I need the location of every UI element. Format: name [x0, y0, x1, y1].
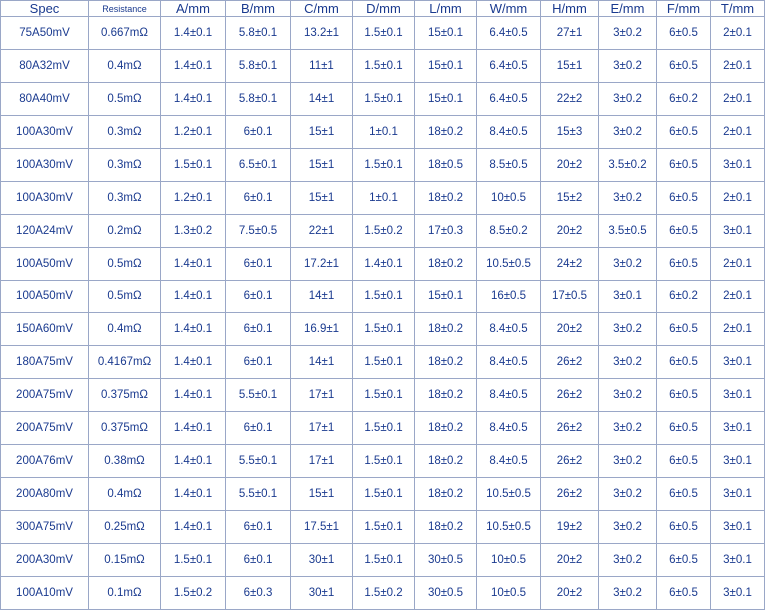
- cell-spec: 200A75mV: [1, 412, 89, 445]
- table-cell: 5.8±0.1: [226, 17, 291, 50]
- table-cell: 14±1: [291, 82, 353, 115]
- table-cell: 1.5±0.1: [353, 544, 415, 577]
- table-cell: 1.4±0.1: [161, 247, 226, 280]
- table-cell: 2±0.1: [711, 313, 765, 346]
- table-cell: 2±0.1: [711, 49, 765, 82]
- table-cell: 15±1: [291, 148, 353, 181]
- table-cell: 8.4±0.5: [477, 115, 541, 148]
- table-cell: 3±0.2: [599, 313, 657, 346]
- table-row: [1, 511, 765, 544]
- table-cell: 5.5±0.1: [226, 478, 291, 511]
- table-cell: 8.4±0.5: [477, 412, 541, 445]
- table-cell: 2±0.1: [711, 247, 765, 280]
- table-cell: 30±1: [291, 544, 353, 577]
- table-cell: 20±2: [541, 148, 599, 181]
- cell-spec: 300A75mV: [1, 511, 89, 544]
- table-cell: 6.4±0.5: [477, 49, 541, 82]
- table-cell: 2±0.1: [711, 181, 765, 214]
- table-row: [1, 576, 765, 609]
- cell-spec: 100A10mV: [1, 576, 89, 609]
- table-row: [1, 181, 765, 214]
- cell-spec: 100A30mV: [1, 115, 89, 148]
- table-cell: 8.5±0.5: [477, 148, 541, 181]
- table-cell: 18±0.2: [415, 181, 477, 214]
- table-cell: 3±0.1: [711, 478, 765, 511]
- table-cell: 7.5±0.5: [226, 214, 291, 247]
- table-cell: 2±0.1: [711, 115, 765, 148]
- table-cell: 3±0.2: [599, 379, 657, 412]
- table-cell: 3±0.1: [711, 412, 765, 445]
- table-cell: 3±0.1: [711, 379, 765, 412]
- table-cell: 3±0.1: [711, 214, 765, 247]
- column-header-h: H/mm: [541, 1, 599, 17]
- table-cell: 3±0.1: [711, 148, 765, 181]
- table-cell: 6±0.5: [657, 478, 711, 511]
- table-cell: 6±0.1: [226, 544, 291, 577]
- table-cell: 26±2: [541, 346, 599, 379]
- cell-spec: 200A76mV: [1, 445, 89, 478]
- table-cell: 5.8±0.1: [226, 82, 291, 115]
- table-cell: 1.4±0.1: [161, 280, 226, 313]
- table-cell: 0.4167mΩ: [89, 346, 161, 379]
- table-cell: 6±0.1: [226, 280, 291, 313]
- table-cell: 20±2: [541, 214, 599, 247]
- table-cell: 1.4±0.1: [161, 412, 226, 445]
- table-cell: 15±0.1: [415, 280, 477, 313]
- table-cell: 1±0.1: [353, 181, 415, 214]
- table-cell: 6±0.5: [657, 576, 711, 609]
- table-cell: 1.4±0.1: [161, 346, 226, 379]
- table-cell: 0.4mΩ: [89, 313, 161, 346]
- table-cell: 18±0.2: [415, 412, 477, 445]
- table-cell: 27±1: [541, 17, 599, 50]
- table-cell: 1.5±0.2: [353, 576, 415, 609]
- table-cell: 1.5±0.1: [353, 511, 415, 544]
- table-cell: 17±1: [291, 445, 353, 478]
- table-cell: 6±0.5: [657, 379, 711, 412]
- table-cell: 18±0.2: [415, 511, 477, 544]
- column-header-l: L/mm: [415, 1, 477, 17]
- table-cell: 10.5±0.5: [477, 478, 541, 511]
- table-cell: 0.3mΩ: [89, 181, 161, 214]
- table-cell: 6±0.5: [657, 49, 711, 82]
- table-cell: 1.4±0.1: [161, 82, 226, 115]
- table-row: [1, 247, 765, 280]
- table-cell: 3±0.2: [599, 445, 657, 478]
- table-cell: 6.5±0.1: [226, 148, 291, 181]
- table-row: [1, 280, 765, 313]
- table-cell: 2±0.1: [711, 17, 765, 50]
- table-cell: 0.2mΩ: [89, 214, 161, 247]
- table-cell: 0.5mΩ: [89, 82, 161, 115]
- table-cell: 1.2±0.1: [161, 181, 226, 214]
- table-cell: 3±0.1: [711, 346, 765, 379]
- cell-spec: 80A40mV: [1, 82, 89, 115]
- table-cell: 18±0.2: [415, 445, 477, 478]
- table-cell: 16.9±1: [291, 313, 353, 346]
- table-cell: 17.5±1: [291, 511, 353, 544]
- table-cell: 10±0.5: [477, 576, 541, 609]
- table-cell: 6±0.5: [657, 17, 711, 50]
- table-cell: 6±0.5: [657, 115, 711, 148]
- column-header-spec: Spec: [1, 1, 89, 17]
- table-row: [1, 379, 765, 412]
- table-cell: 0.5mΩ: [89, 280, 161, 313]
- cell-spec: 100A50mV: [1, 280, 89, 313]
- table-row: [1, 49, 765, 82]
- table-cell: 24±2: [541, 247, 599, 280]
- table-cell: 1.5±0.1: [353, 49, 415, 82]
- table-header: [1, 1, 765, 17]
- table-cell: 13.2±1: [291, 17, 353, 50]
- table-cell: 5.8±0.1: [226, 49, 291, 82]
- table-cell: 6±0.1: [226, 115, 291, 148]
- table-cell: 26±2: [541, 412, 599, 445]
- table-cell: 30±0.5: [415, 544, 477, 577]
- table-cell: 6±0.5: [657, 346, 711, 379]
- table-cell: 6±0.5: [657, 544, 711, 577]
- table-cell: 3±0.2: [599, 544, 657, 577]
- table-cell: 20±2: [541, 313, 599, 346]
- table-cell: 1.5±0.2: [161, 576, 226, 609]
- table-cell: 3±0.2: [599, 346, 657, 379]
- table-cell: 17±0.3: [415, 214, 477, 247]
- table-cell: 18±0.2: [415, 313, 477, 346]
- table-cell: 0.375mΩ: [89, 379, 161, 412]
- table-cell: 3±0.1: [711, 445, 765, 478]
- table-cell: 3±0.1: [599, 280, 657, 313]
- column-header-a: A/mm: [161, 1, 226, 17]
- table-cell: 30±0.5: [415, 576, 477, 609]
- cell-spec: 200A30mV: [1, 544, 89, 577]
- table-cell: 1.4±0.1: [161, 445, 226, 478]
- table-row: [1, 17, 765, 50]
- table-cell: 1.4±0.1: [161, 478, 226, 511]
- table-cell: 1±0.1: [353, 115, 415, 148]
- table-cell: 1.5±0.1: [353, 82, 415, 115]
- column-header-e: E/mm: [599, 1, 657, 17]
- table-cell: 15±1: [291, 115, 353, 148]
- cell-spec: 180A75mV: [1, 346, 89, 379]
- table-cell: 6±0.2: [657, 82, 711, 115]
- table-cell: 14±1: [291, 280, 353, 313]
- table-cell: 0.5mΩ: [89, 247, 161, 280]
- cell-spec: 100A30mV: [1, 181, 89, 214]
- table-cell: 1.5±0.1: [353, 445, 415, 478]
- column-header-c: C/mm: [291, 1, 353, 17]
- table-cell: 18±0.2: [415, 379, 477, 412]
- table-cell: 1.5±0.1: [353, 346, 415, 379]
- table-cell: 15±3: [541, 115, 599, 148]
- table-header-row: [1, 1, 765, 17]
- table-cell: 8.4±0.5: [477, 379, 541, 412]
- cell-spec: 200A75mV: [1, 379, 89, 412]
- table-cell: 18±0.2: [415, 478, 477, 511]
- column-header-b: B/mm: [226, 1, 291, 17]
- table-cell: 19±2: [541, 511, 599, 544]
- column-header-f: F/mm: [657, 1, 711, 17]
- table-cell: 8.4±0.5: [477, 346, 541, 379]
- table-cell: 6±0.1: [226, 511, 291, 544]
- cell-spec: 75A50mV: [1, 17, 89, 50]
- table-cell: 30±1: [291, 576, 353, 609]
- table-cell: 1.5±0.1: [161, 544, 226, 577]
- table-cell: 17±1: [291, 412, 353, 445]
- column-header-resistance: Resistance: [89, 1, 161, 17]
- table-cell: 3±0.2: [599, 82, 657, 115]
- table-cell: 0.38mΩ: [89, 445, 161, 478]
- table-cell: 0.3mΩ: [89, 148, 161, 181]
- table-row: [1, 544, 765, 577]
- table-cell: 10±0.5: [477, 181, 541, 214]
- table-cell: 1.4±0.1: [161, 379, 226, 412]
- table-cell: 5.5±0.1: [226, 445, 291, 478]
- table-cell: 15±0.1: [415, 49, 477, 82]
- table-cell: 26±2: [541, 379, 599, 412]
- table-cell: 8.4±0.5: [477, 313, 541, 346]
- table-cell: 6±0.1: [226, 313, 291, 346]
- table-cell: 20±2: [541, 576, 599, 609]
- table-cell: 5.5±0.1: [226, 379, 291, 412]
- table-cell: 6±0.1: [226, 181, 291, 214]
- table-cell: 10±0.5: [477, 544, 541, 577]
- table-cell: 6±0.5: [657, 313, 711, 346]
- table-cell: 0.4mΩ: [89, 478, 161, 511]
- table-cell: 6.4±0.5: [477, 82, 541, 115]
- table-row: [1, 445, 765, 478]
- table-cell: 3.5±0.5: [599, 214, 657, 247]
- table-cell: 1.4±0.1: [353, 247, 415, 280]
- cell-spec: 200A80mV: [1, 478, 89, 511]
- table-cell: 11±1: [291, 49, 353, 82]
- table-cell: 1.5±0.1: [161, 148, 226, 181]
- table-cell: 1.5±0.1: [353, 148, 415, 181]
- table-cell: 15±0.1: [415, 17, 477, 50]
- table-cell: 6±0.5: [657, 511, 711, 544]
- table-cell: 6±0.5: [657, 181, 711, 214]
- table-cell: 1.5±0.1: [353, 478, 415, 511]
- table-row: [1, 412, 765, 445]
- table-row: [1, 214, 765, 247]
- table-row: [1, 148, 765, 181]
- table-cell: 6±0.5: [657, 445, 711, 478]
- table-cell: 17.2±1: [291, 247, 353, 280]
- table-cell: 20±2: [541, 544, 599, 577]
- table-cell: 1.5±0.1: [353, 379, 415, 412]
- table-cell: 15±1: [291, 478, 353, 511]
- table-cell: 6±0.1: [226, 412, 291, 445]
- table-cell: 18±0.2: [415, 115, 477, 148]
- table-cell: 1.4±0.1: [161, 313, 226, 346]
- table-cell: 14±1: [291, 346, 353, 379]
- table-cell: 22±1: [291, 214, 353, 247]
- table-cell: 1.5±0.1: [353, 412, 415, 445]
- table-row: [1, 346, 765, 379]
- table-cell: 18±0.2: [415, 247, 477, 280]
- table-cell: 17±1: [291, 379, 353, 412]
- table-cell: 26±2: [541, 478, 599, 511]
- table-body: [1, 17, 765, 610]
- table-cell: 3±0.2: [599, 17, 657, 50]
- table-cell: 10.5±0.5: [477, 247, 541, 280]
- table-cell: 8.4±0.5: [477, 445, 541, 478]
- table-row: [1, 115, 765, 148]
- table-cell: 3±0.2: [599, 49, 657, 82]
- cell-spec: 80A32mV: [1, 49, 89, 82]
- table-cell: 6±0.5: [657, 412, 711, 445]
- table-cell: 3.5±0.2: [599, 148, 657, 181]
- table-cell: 1.5±0.1: [353, 280, 415, 313]
- table-cell: 1.5±0.2: [353, 214, 415, 247]
- table-cell: 6±0.5: [657, 247, 711, 280]
- table-cell: 0.15mΩ: [89, 544, 161, 577]
- table-cell: 17±0.5: [541, 280, 599, 313]
- cell-spec: 100A50mV: [1, 247, 89, 280]
- table-cell: 10.5±0.5: [477, 511, 541, 544]
- table-cell: 3±0.1: [711, 544, 765, 577]
- table-cell: 1.4±0.1: [161, 49, 226, 82]
- table-cell: 1.2±0.1: [161, 115, 226, 148]
- table-cell: 6±0.3: [226, 576, 291, 609]
- cell-spec: 100A30mV: [1, 148, 89, 181]
- cell-spec: 120A24mV: [1, 214, 89, 247]
- table-cell: 16±0.5: [477, 280, 541, 313]
- table-cell: 6±0.5: [657, 214, 711, 247]
- table-cell: 22±2: [541, 82, 599, 115]
- table-cell: 15±1: [291, 181, 353, 214]
- table-cell: 15±2: [541, 181, 599, 214]
- table-cell: 6±0.2: [657, 280, 711, 313]
- table-cell: 3±0.2: [599, 412, 657, 445]
- cell-spec: 150A60mV: [1, 313, 89, 346]
- table-cell: 1.4±0.1: [161, 17, 226, 50]
- table-cell: 3±0.2: [599, 576, 657, 609]
- table-cell: 3±0.2: [599, 115, 657, 148]
- table-cell: 0.375mΩ: [89, 412, 161, 445]
- table-cell: 1.3±0.2: [161, 214, 226, 247]
- table-cell: 1.4±0.1: [161, 511, 226, 544]
- table-cell: 3±0.2: [599, 181, 657, 214]
- table-cell: 15±1: [541, 49, 599, 82]
- table-cell: 3±0.2: [599, 247, 657, 280]
- table-cell: 8.5±0.2: [477, 214, 541, 247]
- table-cell: 0.667mΩ: [89, 17, 161, 50]
- table-cell: 6±0.5: [657, 148, 711, 181]
- table-cell: 0.4mΩ: [89, 49, 161, 82]
- table-cell: 0.1mΩ: [89, 576, 161, 609]
- table-cell: 18±0.5: [415, 148, 477, 181]
- table-row: [1, 313, 765, 346]
- column-header-t: T/mm: [711, 1, 765, 17]
- column-header-w: W/mm: [477, 1, 541, 17]
- table-row: [1, 82, 765, 115]
- table-cell: 0.25mΩ: [89, 511, 161, 544]
- table-cell: 2±0.1: [711, 82, 765, 115]
- table-cell: 3±0.1: [711, 576, 765, 609]
- table-cell: 6±0.1: [226, 247, 291, 280]
- table-cell: 6±0.1: [226, 346, 291, 379]
- table-cell: 3±0.1: [711, 511, 765, 544]
- table-cell: 26±2: [541, 445, 599, 478]
- table-cell: 0.3mΩ: [89, 115, 161, 148]
- table-cell: 3±0.2: [599, 511, 657, 544]
- table-cell: 1.5±0.1: [353, 313, 415, 346]
- table-cell: 1.5±0.1: [353, 17, 415, 50]
- column-header-d: D/mm: [353, 1, 415, 17]
- table-cell: 6.4±0.5: [477, 17, 541, 50]
- table-cell: 2±0.1: [711, 280, 765, 313]
- table-cell: 3±0.2: [599, 478, 657, 511]
- table-cell: 18±0.2: [415, 346, 477, 379]
- table-row: [1, 478, 765, 511]
- table-cell: 15±0.1: [415, 82, 477, 115]
